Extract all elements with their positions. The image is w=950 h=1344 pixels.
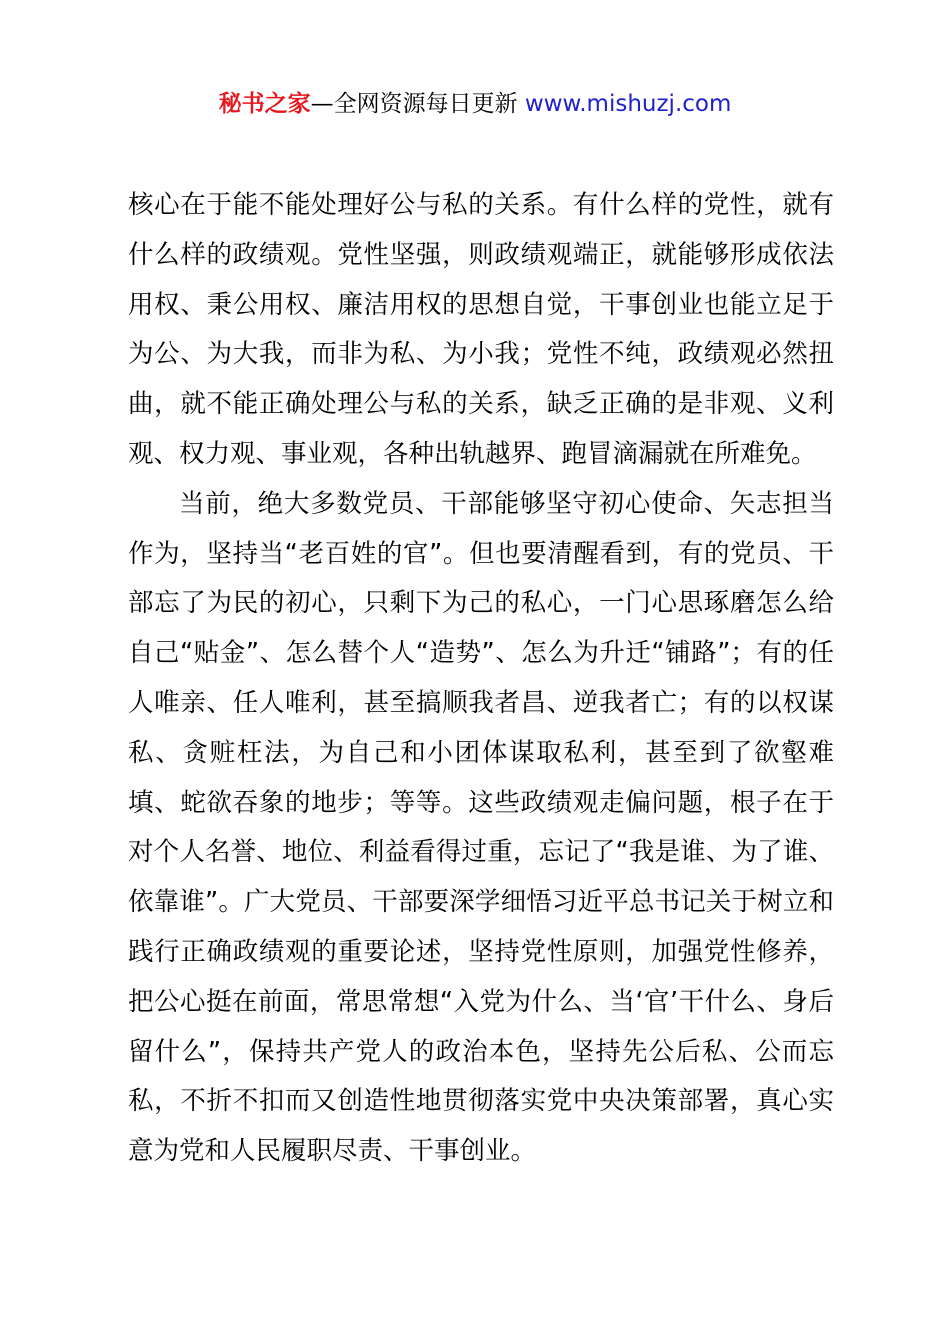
paragraph: 当前，绝大多数党员、干部能够坚守初心使命、矢志担当作为，坚持当“老百姓的官”。但也要清醒看到，有的党员、干部忘了为民的初心，只剩下为己的私心，一门心思琢磨怎么给自己“贴金”、怎么替个人“造势”、怎么为升迁“铺路”；有的任人唯亲、任人唯利，甚至搞顺我者昌、逆我者亡；有的以权谋私、贪赃枉法，为自己和小团体谋取私利，甚至到了欲壑难填、蛇欲吞象的地步；等等。这些政绩观走偏问题，根子在于对个人名誉、地位、利益看得过重，忘记了“我是谁、为了谁、依靠谁”。广大党员、干部要深学细悟习近平总书记关于树立和践行正确政绩观的重要论述，坚持党性原则，加强党性修养，把公心挺在前面，常思常想“入党为什么、当‘官’干什么、身后留什么”，保持共产党人的政治本色，坚持先公后私、公而忘私，不折不扣而又创造性地贯彻落实党中央决策部署，真心实意为党和人民履职尽责、干事创业。 xyxy=(128,488,834,1167)
brand-name: 秘书之家 xyxy=(218,91,311,117)
header-tagline: —全网资源每日更新 xyxy=(310,91,518,117)
document-body xyxy=(128,181,834,1177)
site-url-link[interactable]: www.mishuzj.com xyxy=(524,91,732,117)
paragraph-continued: 核心在于能不能处理好公与私的关系。有什么样的党性，就有什么样的政绩观。党性坚强，则政绩观端正，就能够形成依法用权、秉公用权、廉洁用权的思想自觉，干事创业也能立足于为公、为大我，而非为私、为小我；党性不纯，政绩观必然扭曲，就不能正确处理公与私的关系，缺乏正确的是非观、义利观、权力观、事业观，各种出轨越界、跑冒滴漏就在所难免。 xyxy=(128,190,834,469)
site-header xyxy=(0,86,950,122)
